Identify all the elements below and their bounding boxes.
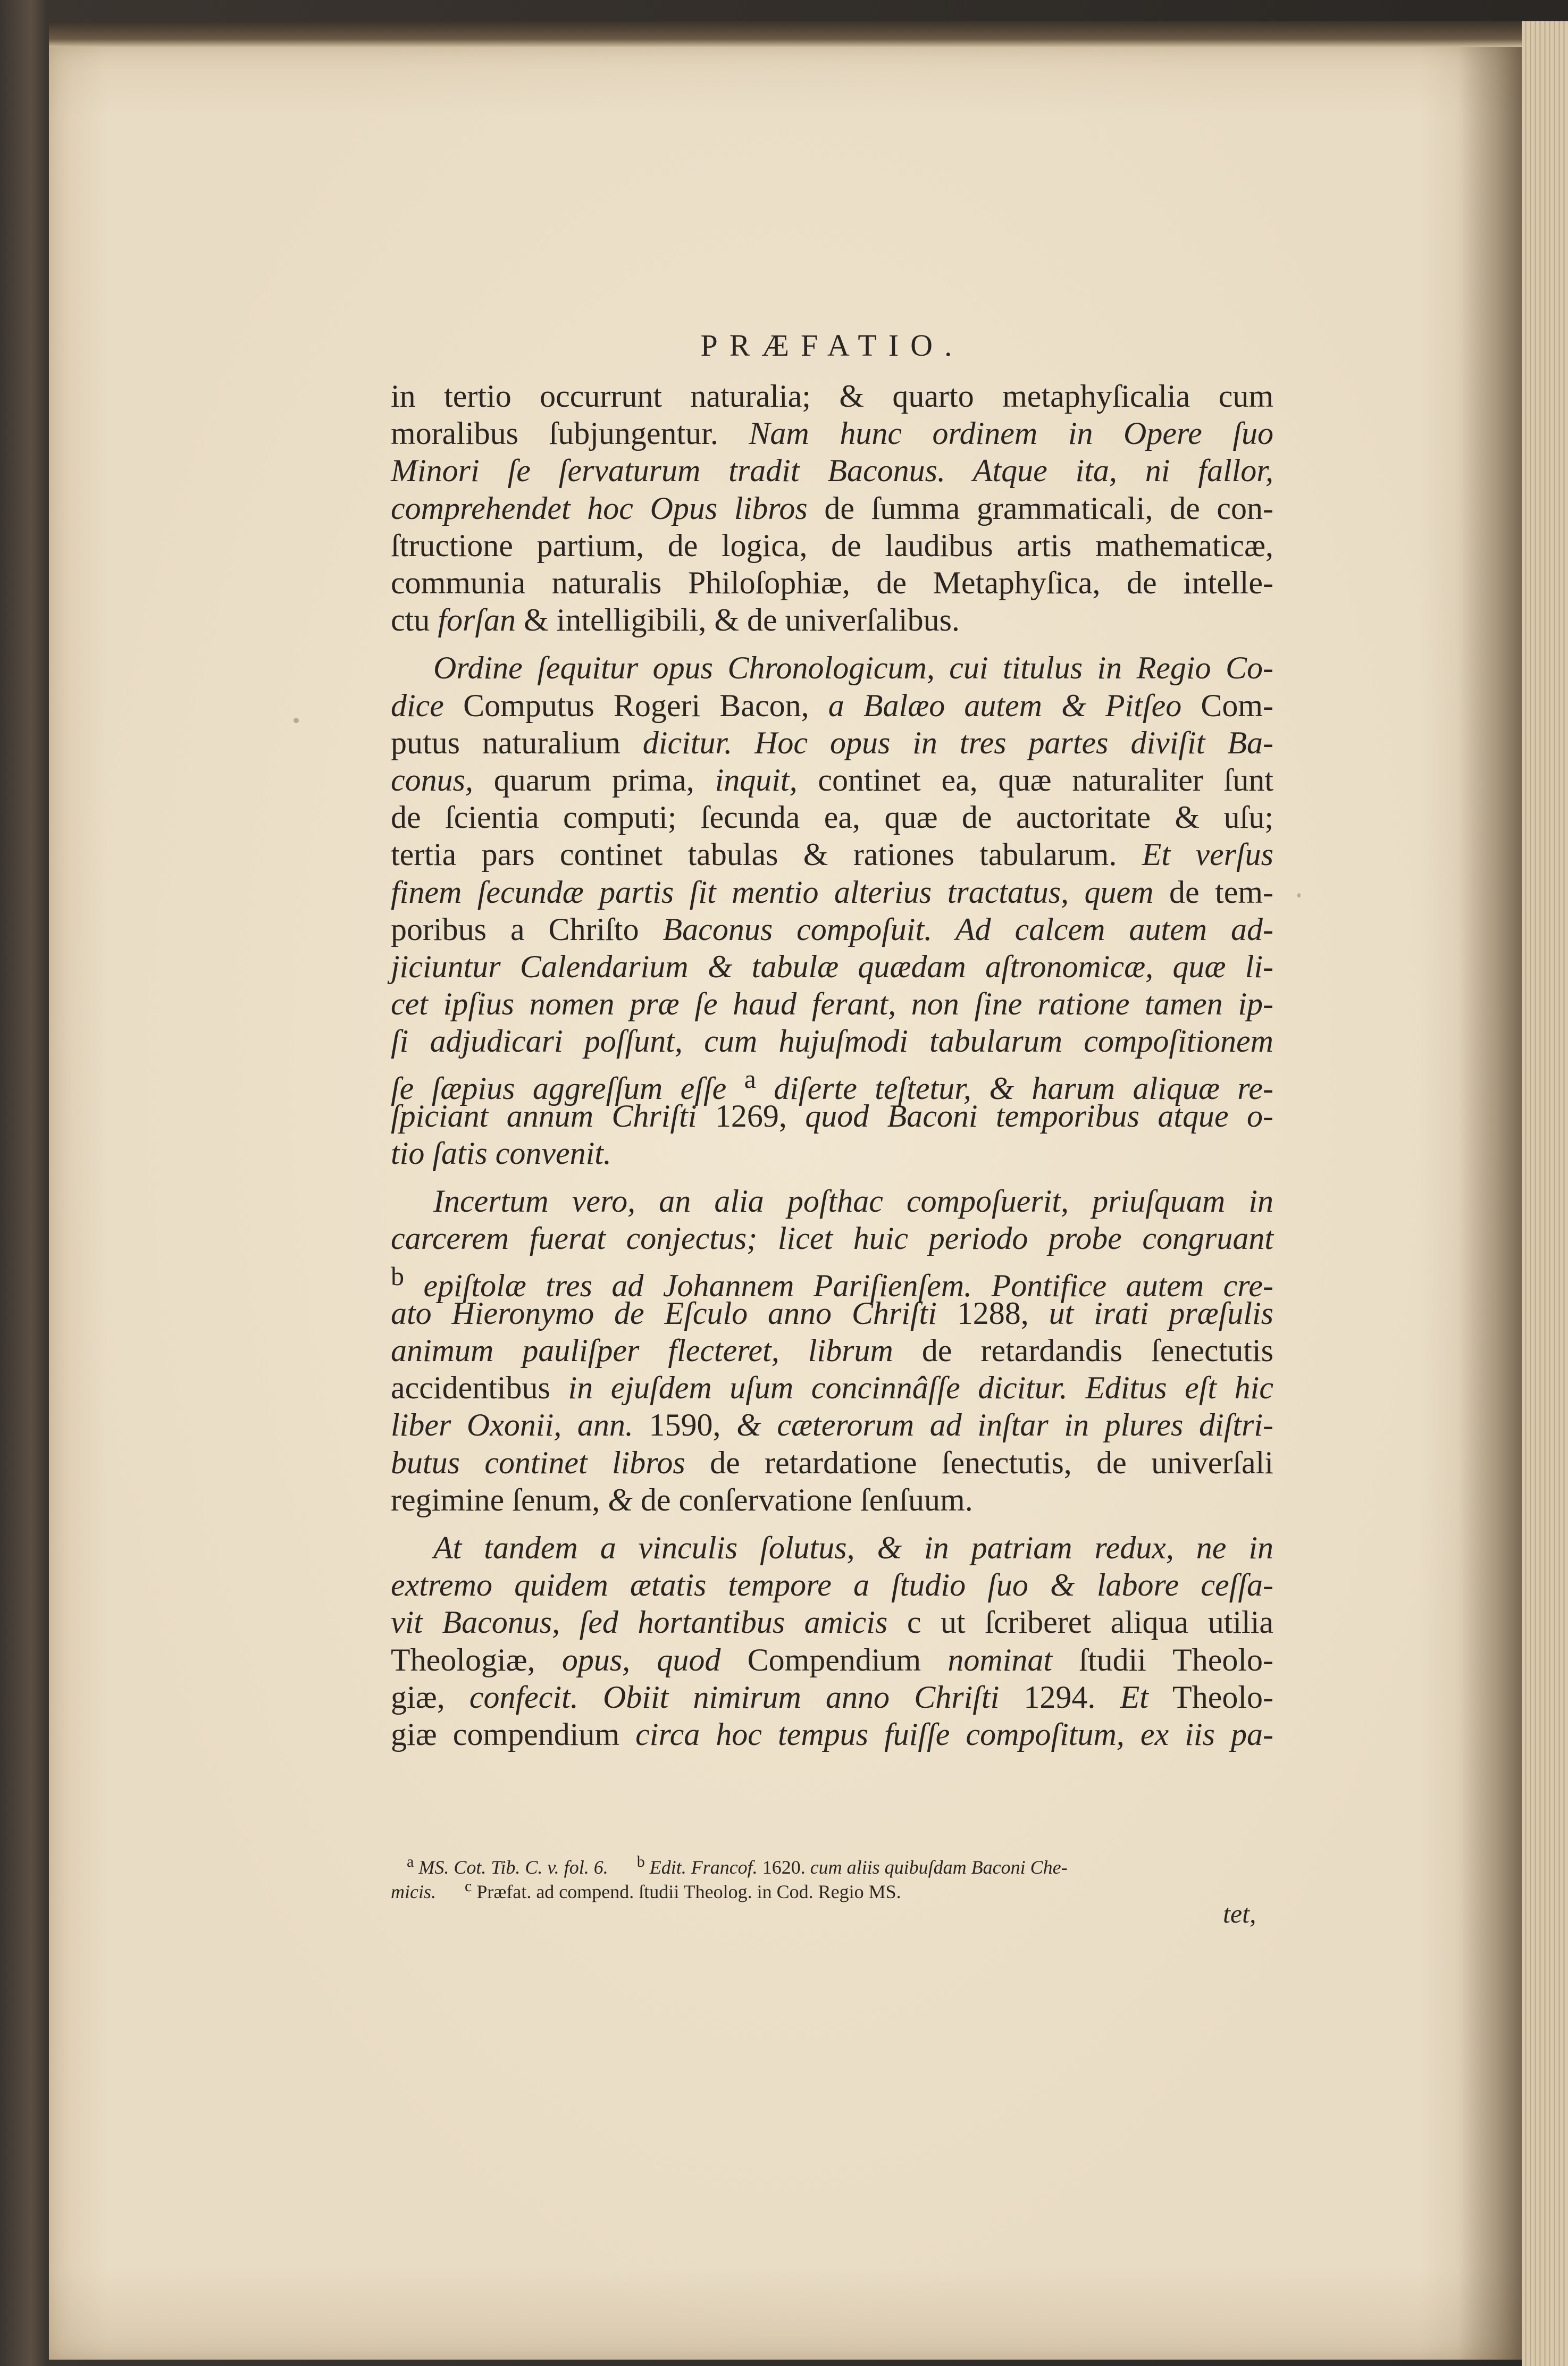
text-line: giæ, confecit. Obiit nimirum anno Chriſti 1294. Et Theolo-	[391, 1679, 1273, 1715]
text-line: Incertum vero, an alia poſthac compoſuerit, priuſquam in	[433, 1184, 1273, 1219]
text-line: carcerem fuerat conjectus; licet huic periodo probe congruant	[391, 1221, 1273, 1256]
page-gutter-shadow	[1458, 47, 1522, 2360]
ink-spot	[294, 718, 299, 723]
text-line: communia naturalis Philoſophiæ, de Metaphyſica, de intelle-	[391, 565, 1273, 600]
text-line: ato Hieronymo de Eſculo anno Chriſti 1288, ut irati præſulis	[391, 1295, 1274, 1331]
text-line: butus continet libros de retardatione ſenectutis, de univerſali	[391, 1445, 1273, 1480]
text-line: putus naturalium dicitur. Hoc opus in tres partes diviſit Ba-	[391, 725, 1273, 760]
footnote-line: $^a$ MS. Cot. Tib. C. v. fol. 6. $^b$ Edit. Francof. 1620. cum aliis quibuſdam Baconi Che-	[407, 1853, 1068, 1878]
text-line: ctu forſan & intelligibili, & de univerſalibus.	[391, 602, 960, 638]
text-line: regimine ſenum, & de conſervatione ſenſuum.	[391, 1482, 973, 1517]
text-line: moralibus ſubjungentur. Nam hunc ordinem in Opere ſuo	[391, 416, 1273, 451]
text-line: animum pauliſper flecteret, librum de retardandis ſenectutis	[391, 1333, 1273, 1368]
text-line: in tertio occurrunt naturalia; & quarto metaphyſicalia cum	[391, 379, 1273, 414]
text-line: Minori ſe ſervaturum tradit Baconus. Atque ita, ni fallor,	[391, 453, 1273, 489]
text-line: de ſcientia computi; ſecunda ea, quæ de auctoritate & uſu;	[391, 800, 1273, 835]
text-line: accidentibus in ejuſdem uſum concinnâſſe dicitur. Editus eſt hic	[391, 1370, 1273, 1406]
ink-spot	[1297, 893, 1301, 897]
text-line: finem ſecundæ partis ſit mentio alterius tractatus, quem de tem-	[391, 874, 1273, 910]
text-line: poribus a Chriſto Baconus compoſuit. Ad calcem autem ad-	[391, 911, 1274, 947]
text-line: extremo quidem ætatis tempore a ſtudio ſuo & labore ceſſa-	[391, 1567, 1273, 1603]
text-line: Ordine ſequitur opus Chronologicum, cui titulus in Regio Co-	[433, 650, 1273, 686]
text-line: comprehendet hoc Opus libros de ſumma grammaticali, de con-	[391, 490, 1273, 526]
text-line: ſe ſæpius aggreſſum eſſe $^a$ diſerte teſtetur, & harum aliquæ re-	[391, 1063, 1273, 1106]
text-line: ſpiciant annum Chriſti 1269, quod Baconi temporibus atque o-	[391, 1098, 1273, 1134]
catchword: tet,	[1223, 1899, 1256, 1928]
running-title: PRÆFATIO.	[700, 328, 964, 363]
text-line: liber Oxonii, ann. 1590, & cæterorum ad inſtar in plures diſtri-	[391, 1407, 1274, 1443]
text-line: giæ compendium circa hoc tempus fuiſſe compoſitum, ex iis pa-	[391, 1717, 1273, 1752]
text-line: cet ipſius nomen præ ſe haud ferant, non ſine ratione tamen ip-	[391, 986, 1273, 1022]
text-line: dice Computus Rogeri Bacon, a Balæo autem & Pitſeo Com-	[391, 687, 1274, 723]
text-line: $^b$ epiſtolæ tres ad Johannem Pariſienſem. Pontifice autem cre-	[391, 1261, 1273, 1303]
text-line: ſtructione partium, de logica, de laudibus artis mathematicæ,	[391, 527, 1273, 563]
text-line: conus, quarum prima, inquit, continet ea, quæ naturaliter ſunt	[391, 762, 1273, 798]
text-line: At tandem a vinculis ſolutus, & in patriam redux, ne in	[433, 1530, 1273, 1565]
footnote-line: micis. $^c$ Præfat. ad compend. ſtudii Theolog. in Cod. Regio MS.	[391, 1877, 901, 1902]
page-stack-edge	[1522, 21, 1568, 2366]
page-top-edge	[49, 21, 1522, 47]
text-line: Theologiæ, opus, quod Compendium nominat ſtudii Theolo-	[391, 1642, 1273, 1677]
text-line: tio ſatis convenit.	[391, 1136, 611, 1171]
text-line: tertia pars continet tabulas & rationes tabularum. Et verſus	[391, 837, 1273, 872]
text-line: ſi adjudicari poſſunt, cum hujuſmodi tabularum compoſitionem	[391, 1023, 1273, 1059]
text-line: jiciuntur Calendarium & tabulæ quædam aſtronomicæ, quæ li-	[391, 949, 1273, 984]
text-line: vit Baconus, ſed hortantibus amicis c ut ſcriberet aliqua utilia	[391, 1605, 1274, 1640]
